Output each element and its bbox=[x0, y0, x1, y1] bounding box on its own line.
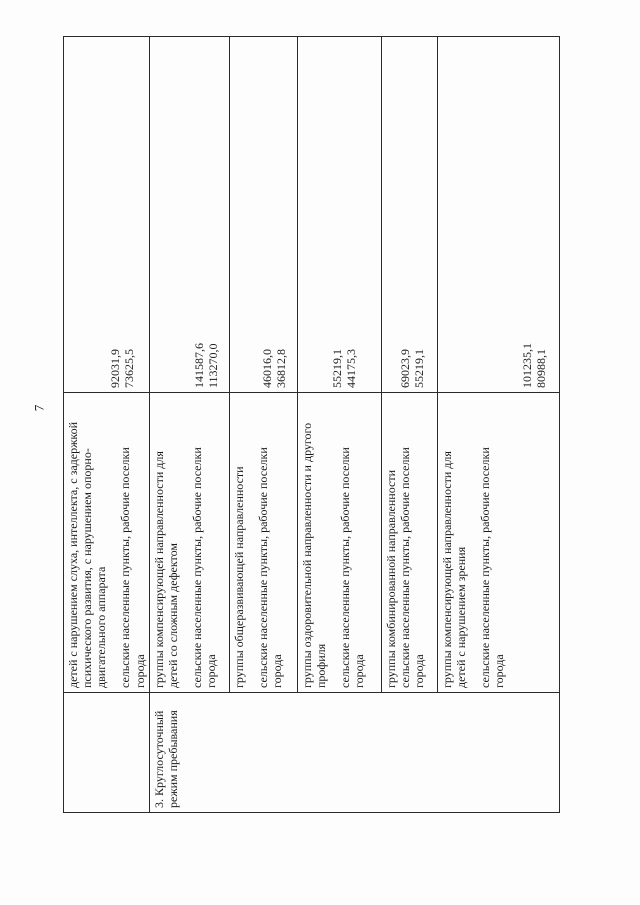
description-cell: группы общеразвивающей направленности сельские населенные пункты, рабочие поселки города bbox=[230, 393, 298, 693]
page-number: 7 bbox=[31, 404, 47, 412]
section-cell: 3. Круглосуточный режим пребывания bbox=[150, 693, 560, 813]
value-cell: 92031,9 73625,5 bbox=[64, 37, 150, 393]
table-row bbox=[64, 37, 150, 813]
rotated-content bbox=[63, 37, 559, 813]
description-cell: группы компенсирующей направленности для детей с нарушением зрения сельские населенные пункты, рабочие поселки города bbox=[438, 393, 560, 693]
table-row bbox=[150, 37, 230, 813]
value-cell: 101235,1 80988,1 bbox=[438, 37, 560, 393]
value-cell: 69023,9 55219,1 bbox=[382, 37, 438, 393]
tariff-table bbox=[63, 36, 560, 813]
value-cell: 46016,0 36812,8 bbox=[230, 37, 298, 393]
value-cell: 141587,6 113270,0 bbox=[150, 37, 230, 393]
value-cell: 55219,1 44175,3 bbox=[298, 37, 382, 393]
description-cell: группы комбинированной направленности сельские населенные пункты, рабочие поселки города bbox=[382, 393, 438, 693]
description-cell: группы компенсирующей направленности для детей со сложным дефектом сельские населенные пункты, рабочие поселки города bbox=[150, 393, 230, 693]
rotated-table-area bbox=[63, 37, 559, 813]
description-cell: группы оздоровительной направленности и другого профиля сельские населенные пункты, рабочие поселки города bbox=[298, 393, 382, 693]
description-cell: детей с нарушением слуха, интеллекта, с задержкой психического развития, с нарушением опорно- двигательного аппарата сельские населенные пункты, рабочие поселки города bbox=[64, 393, 150, 693]
section-cell-empty bbox=[64, 693, 150, 813]
